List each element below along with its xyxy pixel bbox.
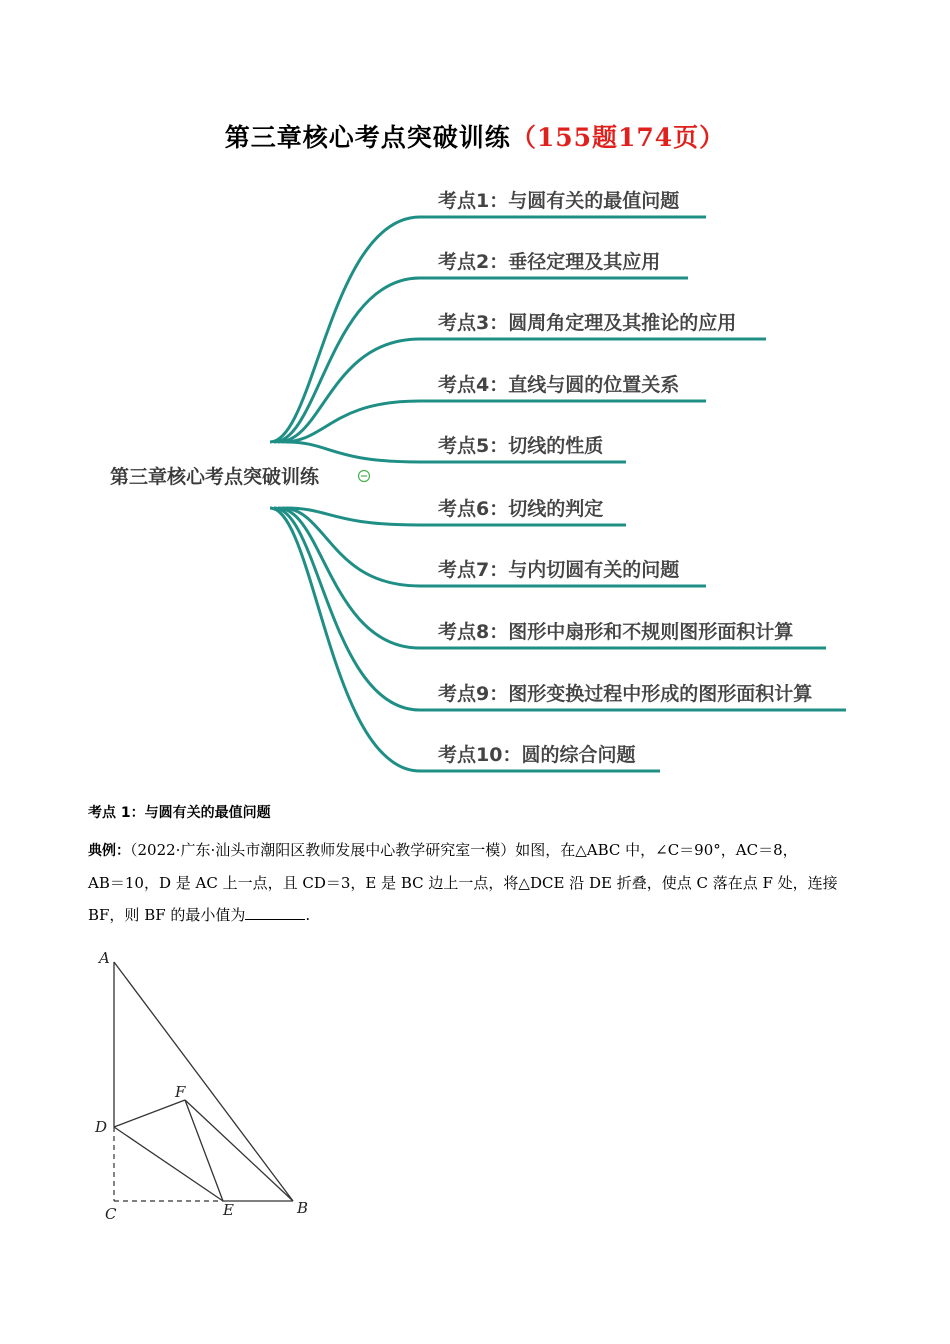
- collapse-toggle-icon[interactable]: [359, 471, 370, 482]
- segment-DF: [114, 1100, 185, 1127]
- label-C: C: [105, 1205, 117, 1223]
- mind-map-branch-6[interactable]: 考点6：切线的判定: [438, 498, 604, 520]
- title-highlight: （155题174页）: [510, 123, 726, 152]
- mind-map-branch-curve: [286, 442, 420, 462]
- page-title: [0, 118, 950, 154]
- mind-map-branch-9[interactable]: 考点9：图形变换过程中形成的图形面积计算: [438, 683, 813, 705]
- mind-map: [0, 170, 950, 790]
- mind-map-branch-1[interactable]: 考点1：与圆有关的最值问题: [438, 190, 680, 212]
- example-text-3: BF，则 BF 的最小值为: [88, 906, 246, 924]
- mind-map-branch-5[interactable]: 考点5：切线的性质: [438, 435, 604, 457]
- label-F: F: [175, 1083, 186, 1101]
- geometry-figure: [90, 945, 330, 1235]
- mind-map-branch-2[interactable]: 考点2：垂径定理及其应用: [438, 251, 661, 273]
- mind-map-branch-curve: [270, 508, 420, 771]
- label-A: A: [99, 949, 110, 967]
- mind-map-branch-4[interactable]: 考点4：直线与圆的位置关系: [438, 374, 680, 396]
- label-D: D: [95, 1118, 108, 1136]
- section-heading: 考点 1：与圆有关的最值问题: [88, 805, 271, 821]
- example-line-1: [88, 834, 868, 867]
- mind-map-branch-10[interactable]: 考点10：圆的综合问题: [438, 744, 636, 766]
- mind-map-branch-7[interactable]: 考点7：与内切圆有关的问题: [438, 559, 680, 581]
- segment-DE: [114, 1127, 223, 1201]
- example-text-3-end: .: [305, 906, 311, 924]
- segment-AB: [114, 962, 293, 1201]
- label-E: E: [223, 1201, 234, 1219]
- mind-map-branch-curve: [282, 401, 420, 442]
- example-lead: 典例：: [88, 843, 130, 859]
- mind-map-branch-3[interactable]: 考点3：圆周角定理及其推论的应用: [438, 312, 737, 334]
- example-problem: [88, 834, 868, 931]
- mind-map-branch-8[interactable]: 考点8：图形中扇形和不规则图形面积计算: [438, 621, 794, 643]
- mind-map-root: 第三章核心考点突破训练: [110, 466, 320, 488]
- answer-blank[interactable]: [245, 903, 305, 920]
- label-B: B: [297, 1199, 309, 1217]
- mind-map-branch-curve: [278, 339, 420, 442]
- example-line-2: AB＝10，D 是 AC 上一点，且 CD＝3，E 是 BC 边上一点，将△DCE 沿 DE 折叠，使点 C 落在点 F 处，连接: [88, 874, 838, 892]
- segment-FE: [185, 1100, 223, 1201]
- example-line-3: [88, 899, 868, 931]
- title-main: 第三章核心考点突破训练: [224, 123, 511, 152]
- example-text-1: （2022·广东·汕头市潮阳区教师发展中心教学研究室一模）如图，在△ABC 中，∠C＝90°，AC＝8，: [130, 841, 798, 859]
